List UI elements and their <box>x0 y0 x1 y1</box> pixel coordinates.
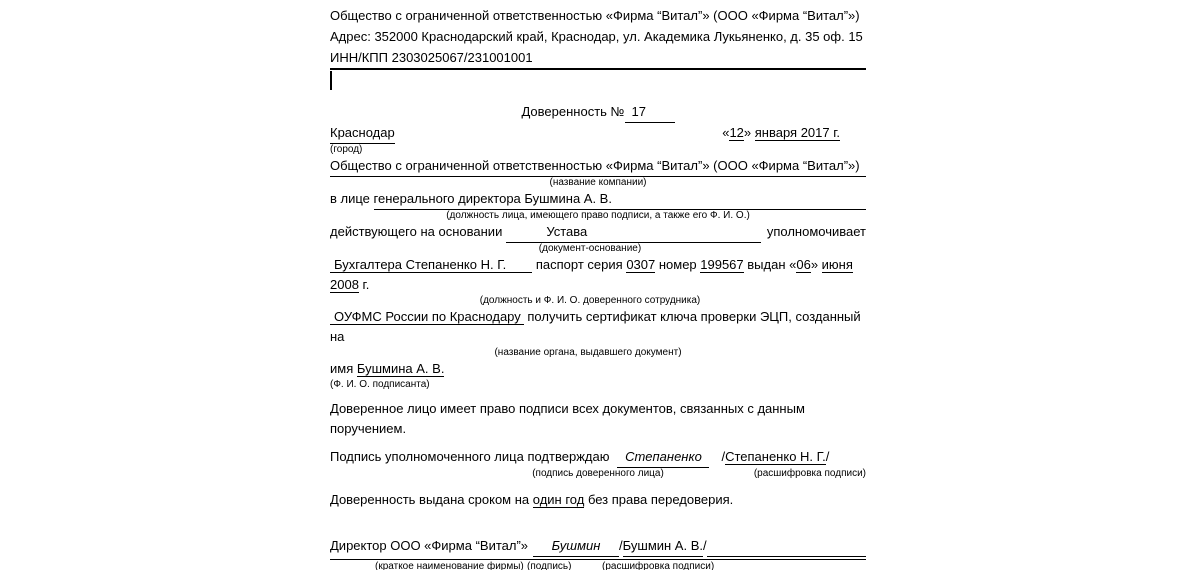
passport-number: 199567 <box>700 257 744 272</box>
confirmation-signature-name: Степаненко Н. Г. <box>725 449 826 464</box>
date-group <box>722 123 840 144</box>
representative-blank: генерального директора Бушмина А. В. <box>374 189 866 210</box>
attorney-person-caption: (должность и Ф. И. О. доверенного сотрудника) <box>479 295 701 306</box>
term-suffix: без права передоверия. <box>584 492 734 507</box>
authority-line <box>330 307 866 347</box>
term-prefix: Доверенность выдана сроком на <box>330 492 533 507</box>
org-header <box>330 5 866 70</box>
representative-caption: (должность лица, имеющего право подписи, а также его Ф. И. О.) <box>446 210 750 221</box>
term-line <box>330 490 866 510</box>
passport-label: паспорт серия <box>532 257 627 272</box>
subject-name-caption: (Ф. И. О. подписанта) <box>330 379 430 390</box>
rights-paragraph-line2: поручением. <box>330 421 407 436</box>
director-signature-caption: (подпись) <box>527 561 572 570</box>
issued-sep: » <box>810 257 822 272</box>
confirmation-slash-close: / <box>825 449 830 464</box>
city-name: Краснодар <box>330 123 395 144</box>
term-duration: один год <box>532 492 585 507</box>
place-date-row <box>330 123 866 144</box>
issued-day: 06 <box>796 257 811 272</box>
director-captions <box>330 560 866 570</box>
org-name-line: Общество с ограниченной ответственностью «Фирма “Витал”» (ООО «Фирма “Витал”») <box>330 8 860 23</box>
basis-blank: Устава <box>506 222 761 243</box>
confirmation-label: Подпись уполномоченного лица подтверждаю <box>330 449 610 464</box>
acting-label: действующего на основании <box>330 224 503 239</box>
director-label: Директор ООО «Фирма “Витал”» <box>330 538 529 553</box>
rights-paragraph-line1: Доверенное лицо имеет право подписи всех документов, связанных с данным <box>330 401 805 416</box>
subject-name: Бушмина А. В. <box>356 361 445 376</box>
rights-paragraph <box>330 399 866 439</box>
attorney-person-blank: Бухгалтера Степаненко Н. Г. <box>330 257 532 273</box>
attorney-passport-year-line <box>330 275 866 295</box>
issued-year-suffix: г. <box>358 277 370 292</box>
title-number-blank: 17 <box>625 102 675 123</box>
city-caption: (город) <box>330 144 363 155</box>
title-label: Доверенность № <box>521 104 625 119</box>
confirmation-captions <box>330 468 866 480</box>
org-address-line: Адрес: 352000 Краснодарский край, Краснодар, ул. Академика Лукьяненко, д. 35 оф. 15 <box>330 29 863 44</box>
confirmation-slash-open: / <box>721 449 726 464</box>
issued-month: июня <box>821 257 853 272</box>
date-open-quote: « <box>722 125 730 140</box>
document-canvas[interactable] <box>330 0 866 570</box>
director-label-caption: (краткое наименование фирмы) <box>375 561 524 570</box>
authorizes-label: уполномочивает <box>766 224 866 239</box>
text-cursor <box>330 71 332 90</box>
subject-name-label: имя <box>330 361 357 376</box>
confirmation-name-caption: (расшифровка подписи) <box>753 468 866 479</box>
director-slash-open: / <box>619 538 623 553</box>
authority-caption: (название органа, выдавшего документ) <box>494 347 682 358</box>
director-signature: Бушмин <box>533 536 619 557</box>
authority-blank: ОУФМС России по Краснодару <box>330 309 524 325</box>
passport-series: 0307 <box>626 257 656 272</box>
basis-row <box>330 222 866 243</box>
date-month-year: января 2017 г. <box>754 125 840 140</box>
director-row <box>330 536 866 560</box>
subject-name-line <box>330 359 866 379</box>
director-slash-close: / <box>702 538 707 553</box>
doc-title <box>330 102 866 123</box>
date-day: 12 <box>729 125 744 140</box>
confirmation-row <box>330 447 866 468</box>
represented-by-label: в лице <box>330 191 374 206</box>
basis-caption: (документ-основание) <box>538 243 642 254</box>
date-close-quote: » <box>743 125 755 140</box>
issued-label: выдан « <box>743 257 797 272</box>
director-name: Бушмин А. В. <box>623 536 703 557</box>
org-inn-kpp-line: ИНН/КПП 2303025067/231001001 <box>330 50 533 65</box>
confirmation-signature-caption: (подпись доверенного лица) <box>532 468 664 479</box>
company-caption: (название компании) <box>549 177 647 188</box>
issued-year: 2008 <box>330 277 359 292</box>
passport-number-label: номер <box>655 257 701 272</box>
representative-row <box>330 189 866 210</box>
principal-company-line: Общество с ограниченной ответственностью «Фирма “Витал”» (ООО «Фирма “Витал”») <box>330 156 866 177</box>
attorney-passport-line <box>330 255 866 275</box>
director-name-caption: (расшифровка подписи) <box>602 561 715 570</box>
confirmation-signature: Степаненко <box>617 447 709 468</box>
director-trailing-blank <box>707 536 866 557</box>
authority-action-text: получить сертификат ключа проверки ЭЦП, созданный на <box>330 309 865 344</box>
